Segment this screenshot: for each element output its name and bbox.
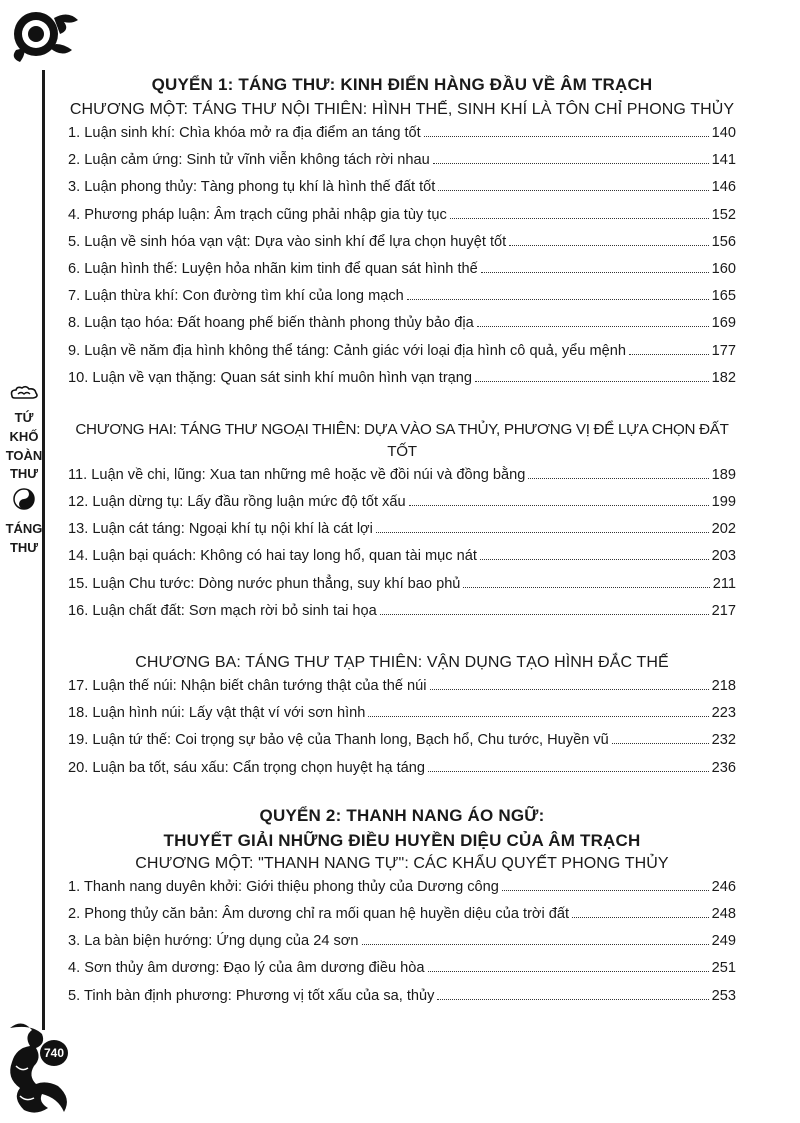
entry-text: 19. Luận tứ thế: Coi trọng sự bảo vệ của Thanh long, Bạch hổ, Chu tước, Huyền vũ (68, 732, 609, 749)
entry-page: 199 (711, 494, 736, 511)
page-number: 740 (40, 1040, 68, 1066)
toc-entry[interactable] (68, 906, 736, 933)
entry-text: 1. Thanh nang duyên khởi: Giới thiệu phong thủy của Dương công (68, 878, 499, 895)
chapter-title: CHƯƠNG BA: TÁNG THƯ TẠP THIÊN: VẬN DỤNG TẠO HÌNH ĐẮC THẾ (135, 654, 669, 671)
entry-text: 5. Tinh bàn định phương: Phương vị tốt xấu của sa, thủy (68, 987, 435, 1004)
toc-entry[interactable] (68, 960, 736, 987)
toc-entry[interactable] (68, 179, 736, 206)
dot-leader (502, 890, 709, 891)
cloud-ornament-icon (3, 385, 45, 407)
entry-text: 10. Luận về vạn thặng: Quan sát sinh khí muôn hình vạn trạng (68, 369, 473, 386)
chapter-title: CHƯƠNG HAI: TÁNG THƯ NGOẠI THIÊN: DỰA VÀO SA THỦY, PHƯƠNG VỊ ĐỂ LỰA CHỌN ĐẤT TỐT (75, 420, 729, 460)
entry-page: 249 (711, 933, 736, 950)
dot-leader (424, 136, 709, 137)
entry-page: 152 (711, 206, 736, 223)
entry-text: 18. Luận hình núi: Lấy vật thật ví với sơn hình (68, 705, 366, 722)
chapter-title: CHƯƠNG MỘT: "THANH NANG TỰ": CÁC KHẨU QUYẾT PHONG THỦY (135, 854, 669, 872)
entry-page: 251 (711, 960, 736, 977)
dot-leader (380, 614, 709, 615)
dot-leader (450, 218, 709, 219)
entry-page: 248 (711, 905, 736, 922)
entry-page: 165 (711, 288, 736, 305)
entry-page: 156 (711, 233, 736, 250)
entry-text: 11. Luận về chi, lũng: Xua tan những mê hoặc về đồi núi và đồng bằng (68, 466, 526, 483)
entry-page: 217 (711, 602, 736, 619)
entry-text: 3. La bàn biện hướng: Ứng dụng của 24 sơn (68, 933, 359, 950)
dot-leader (629, 354, 709, 355)
entry-page: 253 (711, 987, 736, 1004)
dot-leader (368, 716, 708, 717)
toc-entry[interactable] (68, 315, 736, 342)
toc-entry[interactable] (68, 879, 736, 906)
book-2 (68, 805, 736, 1015)
sidebar-title (3, 385, 45, 558)
toc-entry[interactable] (68, 467, 736, 494)
toc-entry[interactable] (68, 933, 736, 960)
entry-text: 17. Luận thế núi: Nhận biết chân tướng thật của thế núi (68, 678, 427, 694)
entry-page: 232 (711, 732, 736, 749)
entry-page: 160 (711, 260, 736, 277)
dot-leader (612, 743, 709, 744)
entry-page: 189 (711, 466, 736, 483)
entry-text: 20. Luận ba tốt, sáu xấu: Cẩn trọng chọn huyệt hạ táng (68, 759, 425, 776)
toc-entry[interactable] (68, 988, 736, 1015)
toc-entry[interactable] (68, 521, 736, 548)
sidebar-word: THƯ (9, 539, 39, 555)
entry-text: 4. Sơn thủy âm dương: Đạo lý của âm dương điều hòa (68, 960, 425, 977)
toc-entry[interactable] (68, 732, 736, 759)
dragon-ornament-bottom-icon (2, 1018, 74, 1118)
dot-leader (362, 944, 709, 945)
book-title: QUYỂN 1: TÁNG THƯ: KINH ĐIỂN HÀNG ĐẦU VỀ ÂM TRẠCH (151, 75, 653, 94)
entry-page: 140 (711, 125, 736, 141)
dot-leader (407, 299, 709, 300)
toc-entry[interactable] (68, 234, 736, 261)
toc-entry[interactable] (68, 261, 736, 288)
dot-leader (572, 917, 709, 918)
yin-yang-icon (3, 488, 45, 516)
chapter-1 (68, 99, 736, 397)
entry-list (68, 678, 736, 787)
toc-entry[interactable] (68, 548, 736, 575)
dot-leader (480, 559, 709, 560)
entry-text: 6. Luận hình thế: Luyện hỏa nhãn kim tinh để quan sát hình thế (68, 260, 478, 277)
sidebar-word: KHỐ (9, 428, 39, 444)
dot-leader (433, 163, 709, 164)
toc-entry[interactable] (68, 576, 736, 603)
dot-leader (475, 381, 709, 382)
dragon-ornament-icon (6, 4, 86, 64)
sidebar-word: TỨ (14, 409, 34, 425)
entry-text: 14. Luận bại quách: Không có hai tay long hổ, quan tài mục nát (68, 548, 477, 565)
chapter-2 (68, 419, 736, 630)
entry-text: 8. Luận tạo hóa: Đất hoang phế biến thành phong thủy bảo địa (68, 315, 474, 332)
entry-text: 12. Luận dừng tụ: Lấy đầu rồng luận mức độ tốt xấu (68, 494, 406, 511)
toc-entry[interactable] (68, 760, 736, 787)
entry-page: 141 (711, 152, 736, 169)
entry-text: 9. Luận về năm địa hình không thể táng: Cảnh giác với loại địa hình cô quả, yểu mệnh (68, 342, 627, 359)
entry-text: 2. Luận cảm ứng: Sinh tử vĩnh viễn không tách rời nhau (68, 152, 430, 169)
entry-text: 3. Luận phong thủy: Tàng phong tụ khí là hình thế đất tốt (68, 179, 436, 196)
entry-list (68, 125, 736, 397)
dot-leader (509, 245, 708, 246)
book-title-line-1: QUYỂN 2: THANH NANG ÁO NGỮ: (259, 805, 545, 825)
dot-leader (528, 478, 708, 479)
book-title-line-2: THUYẾT GIẢI NHỮNG ĐIỀU HUYỀN DIỆU CỦA ÂM TRẠCH (163, 830, 641, 850)
entry-page: 218 (711, 678, 736, 694)
toc-entry[interactable] (68, 678, 736, 705)
table-of-contents (68, 74, 736, 1037)
dot-leader (463, 587, 709, 588)
entry-page: 246 (711, 878, 736, 895)
book-1 (68, 74, 736, 787)
dot-leader (481, 272, 709, 273)
chapter-title: CHƯƠNG MỘT: TÁNG THƯ NỘI THIÊN: HÌNH THẾ, SINH KHÍ LÀ TÔN CHỈ PHONG THỦY (69, 101, 735, 118)
toc-entry[interactable] (68, 494, 736, 521)
dot-leader (409, 505, 709, 506)
entry-text: 7. Luận thừa khí: Con đường tìm khí của long mạch (68, 288, 404, 305)
chapter-3 (68, 652, 736, 787)
toc-entry[interactable] (68, 207, 736, 234)
entry-page: 223 (711, 705, 736, 722)
entry-page: 177 (711, 342, 736, 359)
sidebar-word: TOÀN (5, 447, 43, 463)
toc-entry[interactable] (68, 125, 736, 152)
chapter-1 (68, 853, 736, 1015)
entry-page: 236 (711, 759, 736, 776)
entry-page: 211 (712, 575, 736, 592)
toc-entry[interactable] (68, 705, 736, 732)
dot-leader (428, 771, 709, 772)
toc-entry[interactable] (68, 343, 736, 370)
dot-leader (428, 971, 709, 972)
entry-list (68, 467, 736, 630)
entry-page: 169 (711, 315, 736, 332)
entry-page: 203 (711, 548, 736, 565)
dot-leader (477, 326, 709, 327)
entry-page: 182 (711, 369, 736, 386)
entry-text: 15. Luận Chu tước: Dòng nước phun thẳng, suy khí bao phủ (68, 575, 461, 592)
entry-text: 16. Luận chất đất: Sơn mạch rời bỏ sinh tai họa (68, 602, 377, 619)
entry-list (68, 879, 736, 1015)
entry-text: 2. Phong thủy căn bản: Âm dương chỉ ra mối quan hệ huyền diệu của trời đất (68, 905, 570, 922)
dot-leader (437, 999, 708, 1000)
entry-page: 202 (711, 521, 736, 538)
entry-text: 1. Luận sinh khí: Chìa khóa mở ra địa điểm an táng tốt (68, 125, 421, 141)
entry-page: 146 (711, 179, 736, 196)
toc-entry[interactable] (68, 603, 736, 630)
sidebar-word: THƯ (9, 466, 39, 482)
entry-text: 4. Phương pháp luận: Âm trạch cũng phải nhập gia tùy tục (68, 206, 447, 223)
dot-leader (376, 532, 709, 533)
dot-leader (438, 190, 708, 191)
toc-entry[interactable] (68, 370, 736, 397)
entry-text: 5. Luận về sinh hóa vạn vật: Dựa vào sinh khí để lựa chọn huyệt tốt (68, 233, 507, 250)
toc-entry[interactable] (68, 152, 736, 179)
sidebar-word: TÁNG (5, 521, 43, 537)
dot-leader (430, 689, 709, 690)
entry-text: 13. Luận cát táng: Ngoại khí tụ nội khí là cát lợi (68, 521, 373, 538)
toc-entry[interactable] (68, 288, 736, 315)
